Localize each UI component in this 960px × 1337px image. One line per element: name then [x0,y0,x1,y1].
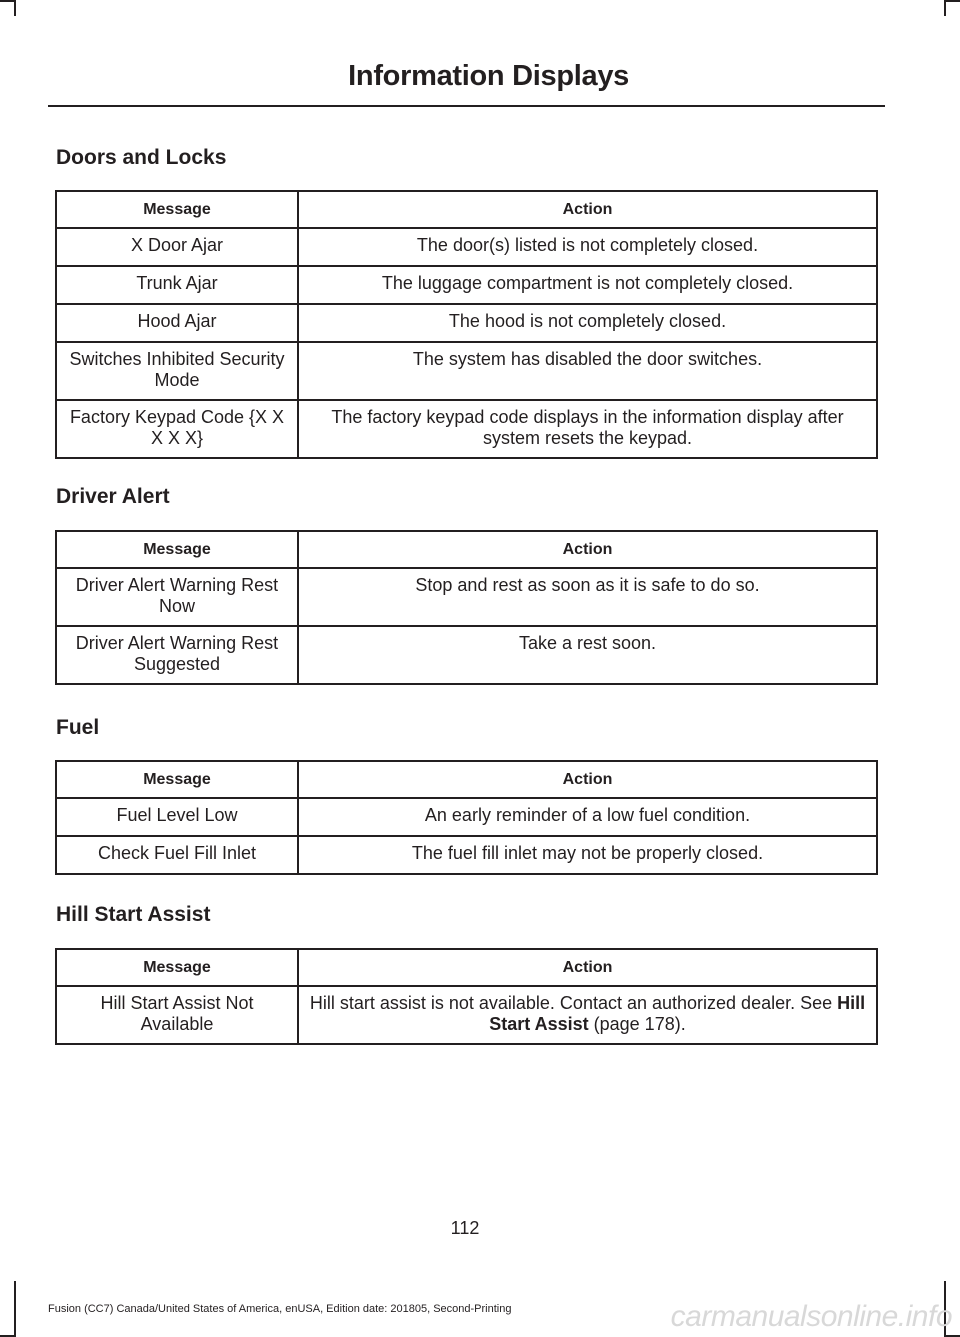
header-rule [48,105,885,107]
column-header-action: Action [298,761,877,798]
table-header-row [56,191,877,228]
table-row [56,626,877,684]
driver-alert-table [55,530,878,685]
action-cell: Take a rest soon. [298,626,877,684]
column-header-message: Message [56,761,298,798]
message-cell: Switches Inhibited Security Mode [56,342,298,400]
action-cell: The hood is not completely closed. [298,304,877,342]
crop-mark [14,0,16,16]
section-heading-hill-start-assist: Hill Start Assist [56,903,211,926]
footer-edition-text: Fusion (CC7) Canada/United States of America, enUSA, Edition date: 201805, Second-Printing [48,1303,512,1315]
table-header-row [56,949,877,986]
table-header-row [56,761,877,798]
table-row [56,228,877,266]
crop-mark [944,0,960,2]
action-cell: An early reminder of a low fuel condition. [298,798,877,836]
watermark: carmanualsonline.info [670,1300,952,1333]
doors-and-locks-table [55,190,878,459]
table-row [56,836,877,874]
action-cell: The factory keypad code displays in the information display after system resets the keypad. [298,400,877,458]
action-cell: The door(s) listed is not completely closed. [298,228,877,266]
message-cell: Trunk Ajar [56,266,298,304]
section-heading-doors-and-locks: Doors and Locks [56,146,227,169]
section-heading-fuel: Fuel [56,716,100,739]
column-header-message: Message [56,531,298,568]
crop-mark [944,0,946,16]
column-header-action: Action [298,949,877,986]
table-row [56,304,877,342]
cross-reference-link[interactable]: Hill Start Assist [489,993,866,1034]
message-cell: Driver Alert Warning Rest Suggested [56,626,298,684]
action-cell: The system has disabled the door switches. [298,342,877,400]
table-row [56,986,877,1044]
table-header-row [56,531,877,568]
action-cell: Stop and rest as soon as it is safe to do so. [298,568,877,626]
message-cell: Factory Keypad Code {X X X X X} [56,400,298,458]
table-row [56,266,877,304]
column-header-action: Action [298,191,877,228]
table-row [56,400,877,458]
page-number: 112 [450,1218,480,1238]
message-cell: X Door Ajar [56,228,298,266]
fuel-table [55,760,878,875]
page-reference: (page 178). [588,1014,686,1034]
action-cell [298,986,877,1044]
column-header-message: Message [56,191,298,228]
action-text: Hill start assist is not available. Contact an authorized dealer. See [309,993,838,1013]
message-cell: Fuel Level Low [56,798,298,836]
message-cell: Check Fuel Fill Inlet [56,836,298,874]
message-cell: Hood Ajar [56,304,298,342]
hill-start-assist-table [55,948,878,1045]
table-row [56,798,877,836]
action-cell: The fuel fill inlet may not be properly closed. [298,836,877,874]
message-cell: Driver Alert Warning Rest Now [56,568,298,626]
message-cell: Hill Start Assist Not Available [56,986,298,1044]
table-row [56,568,877,626]
table-row [56,342,877,400]
action-cell: The luggage compartment is not completely closed. [298,266,877,304]
section-heading-driver-alert: Driver Alert [56,485,170,508]
column-header-message: Message [56,949,298,986]
column-header-action: Action [298,531,877,568]
page-title: Information Displays [348,60,629,92]
crop-mark [14,1281,16,1337]
